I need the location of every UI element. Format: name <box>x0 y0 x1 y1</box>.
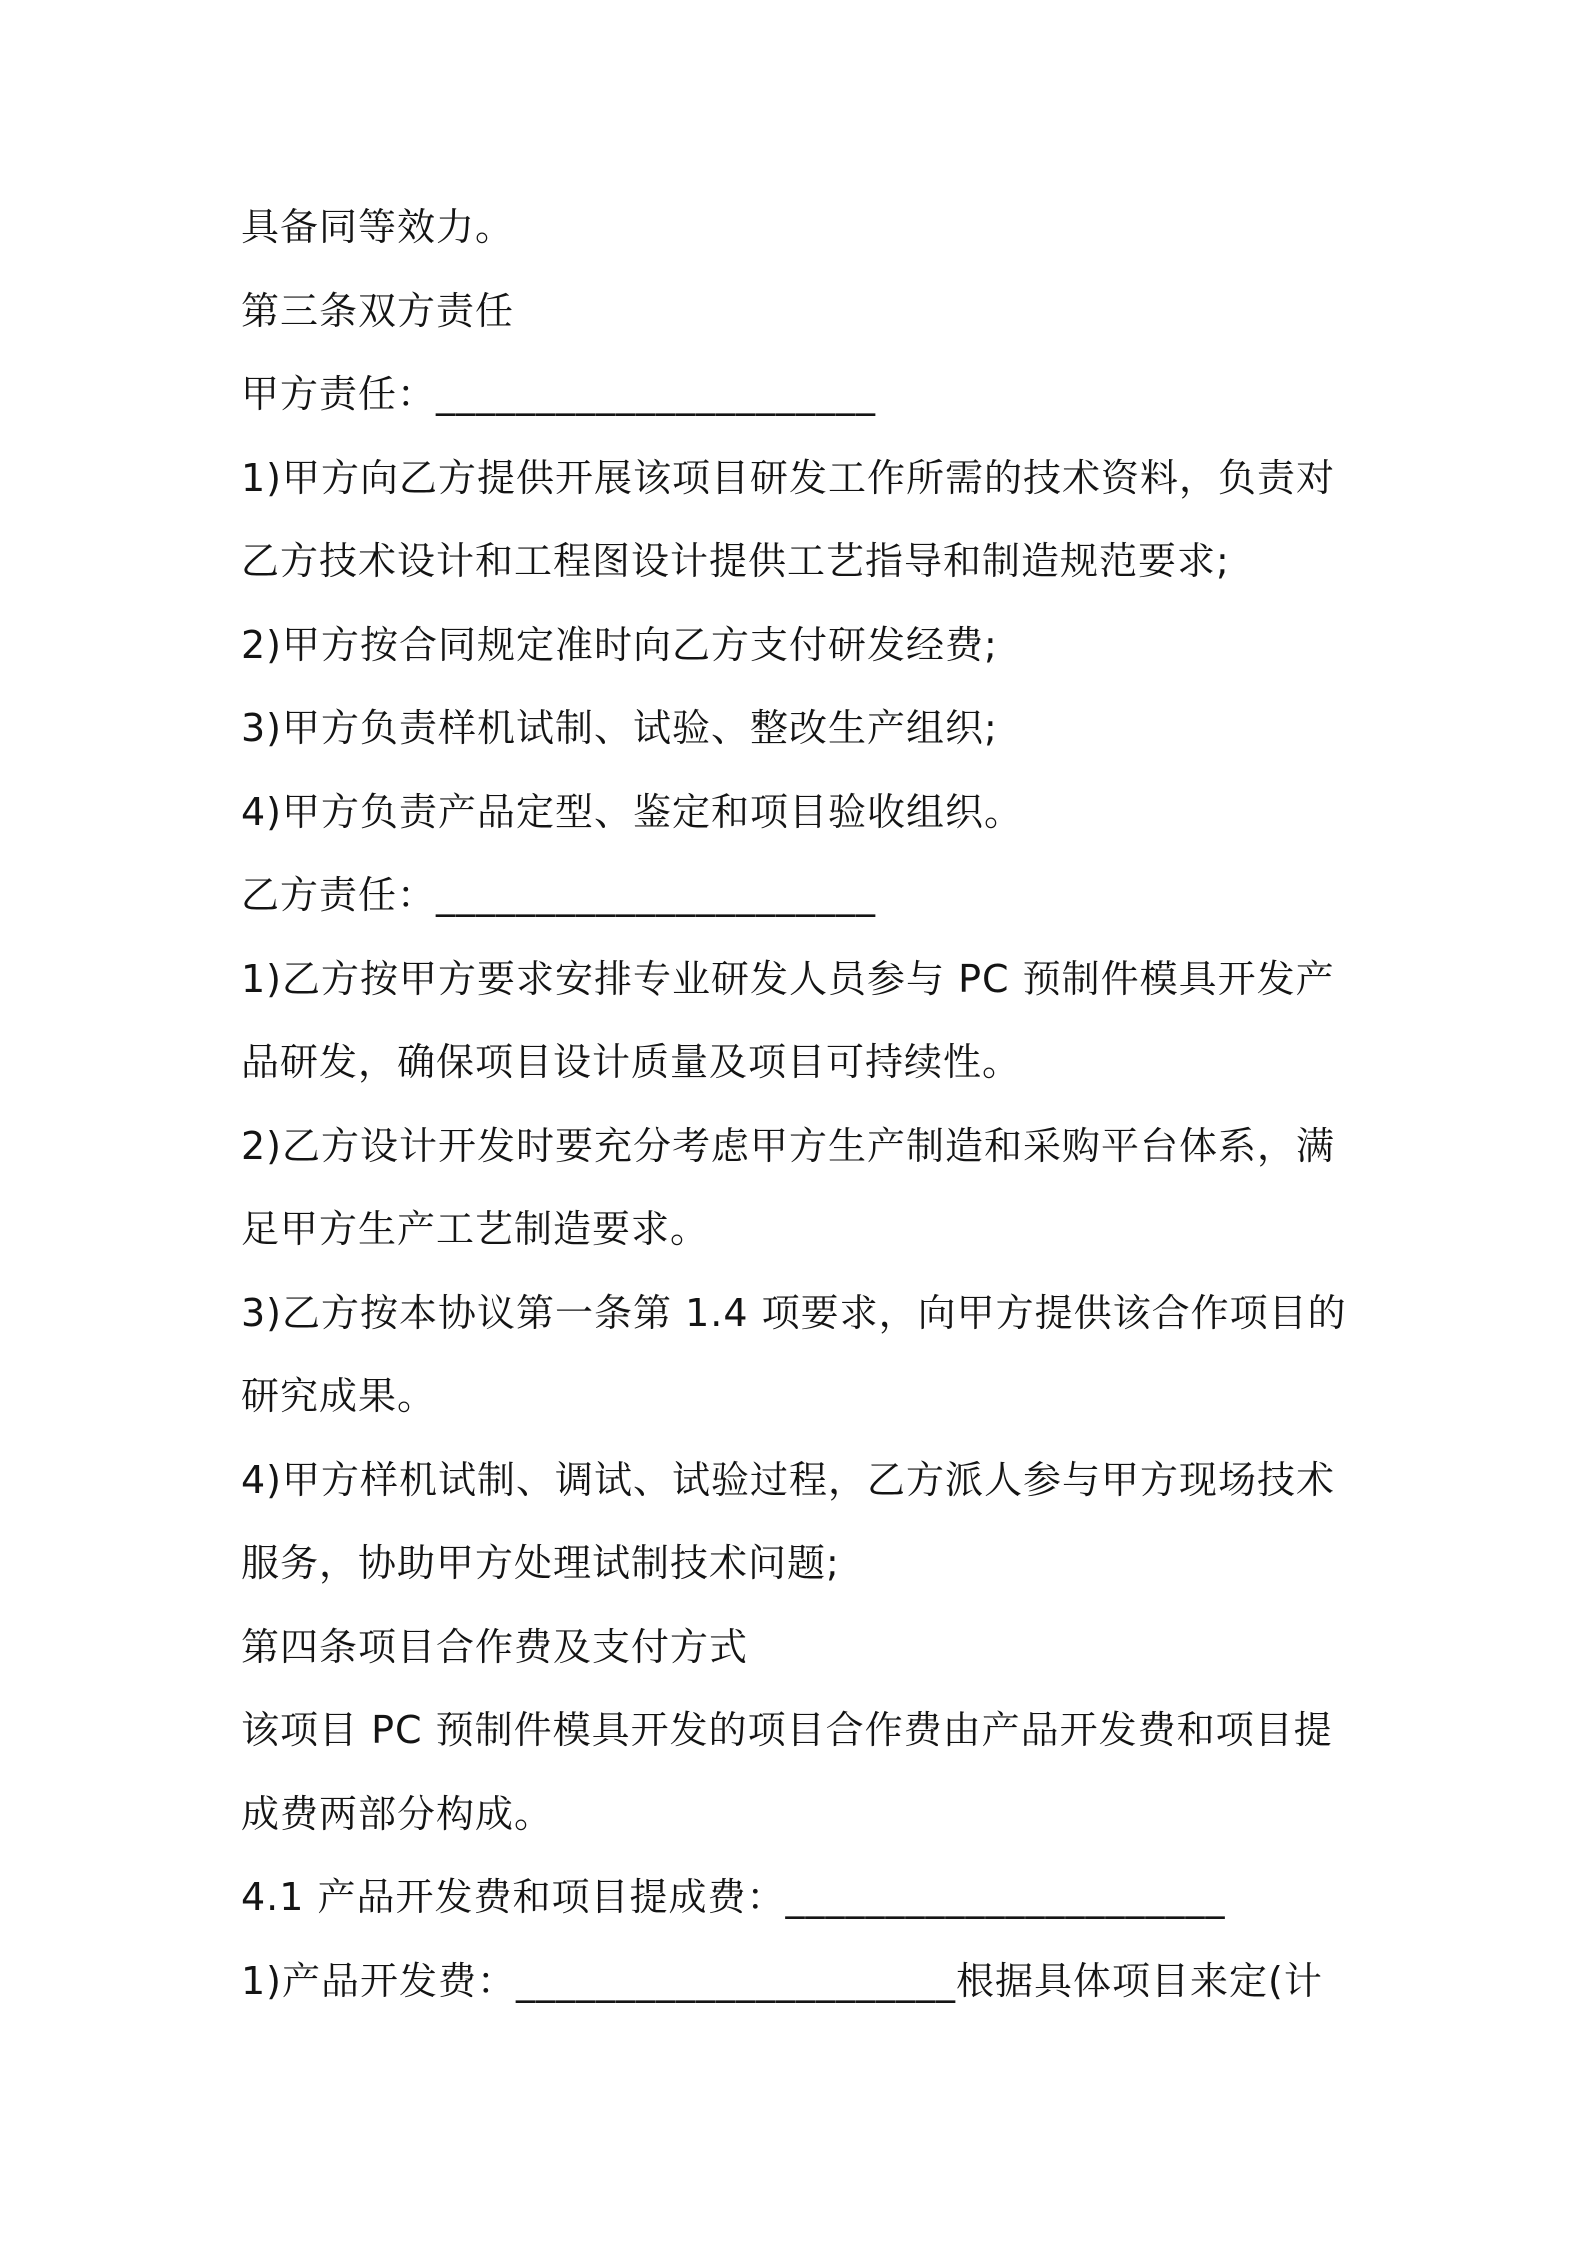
text-line: 成费两部分构成。 <box>241 1792 554 1836</box>
text-line: 具备同等效力。 <box>241 205 515 249</box>
text-line: 1)产品开发费：______________________根据具体项目来定(计 <box>241 1959 1323 2003</box>
section-heading: 第三条双方责任 <box>241 289 515 333</box>
text-line: 服务，协助甲方处理试制技术问题; <box>241 1541 840 1585</box>
text-line: 1)乙方按甲方要求安排专业研发人员参与 PC 预制件模具开发产 <box>241 957 1335 1001</box>
text-line: 4)甲方样机试制、调试、试验过程，乙方派人参与甲方现场技术 <box>241 1458 1336 1502</box>
text-line: 甲方责任：______________________ <box>241 372 877 416</box>
text-line: 2)甲方按合同规定准时向乙方支付研发经费; <box>241 623 998 667</box>
text-line: 1)甲方向乙方提供开展该项目研发工作所需的技术资料，负责对 <box>241 456 1336 500</box>
text-line: 品研发，确保项目设计质量及项目可持续性。 <box>241 1040 1022 1084</box>
text-line: 4.1 产品开发费和项目提成费：______________________ <box>241 1875 1226 1919</box>
text-line: 2)乙方设计开发时要充分考虑甲方生产制造和采购平台体系，满 <box>241 1124 1336 1168</box>
text-line: 乙方技术设计和工程图设计提供工艺指导和制造规范要求; <box>241 539 1230 583</box>
text-line: 研究成果。 <box>241 1374 437 1418</box>
text-line: 4)甲方负责产品定型、鉴定和项目验收组织。 <box>241 790 1024 834</box>
text-line: 该项目 PC 预制件模具开发的项目合作费由产品开发费和项目提 <box>241 1708 1333 1752</box>
section-heading: 第四条项目合作费及支付方式 <box>241 1625 749 1669</box>
text-line: 3)乙方按本协议第一条第 1.4 项要求，向甲方提供该合作项目的 <box>241 1291 1347 1335</box>
text-line: 乙方责任：______________________ <box>241 873 877 917</box>
text-line: 足甲方生产工艺制造要求。 <box>241 1207 710 1251</box>
text-line: 3)甲方负责样机试制、试验、整改生产组织; <box>241 706 998 750</box>
